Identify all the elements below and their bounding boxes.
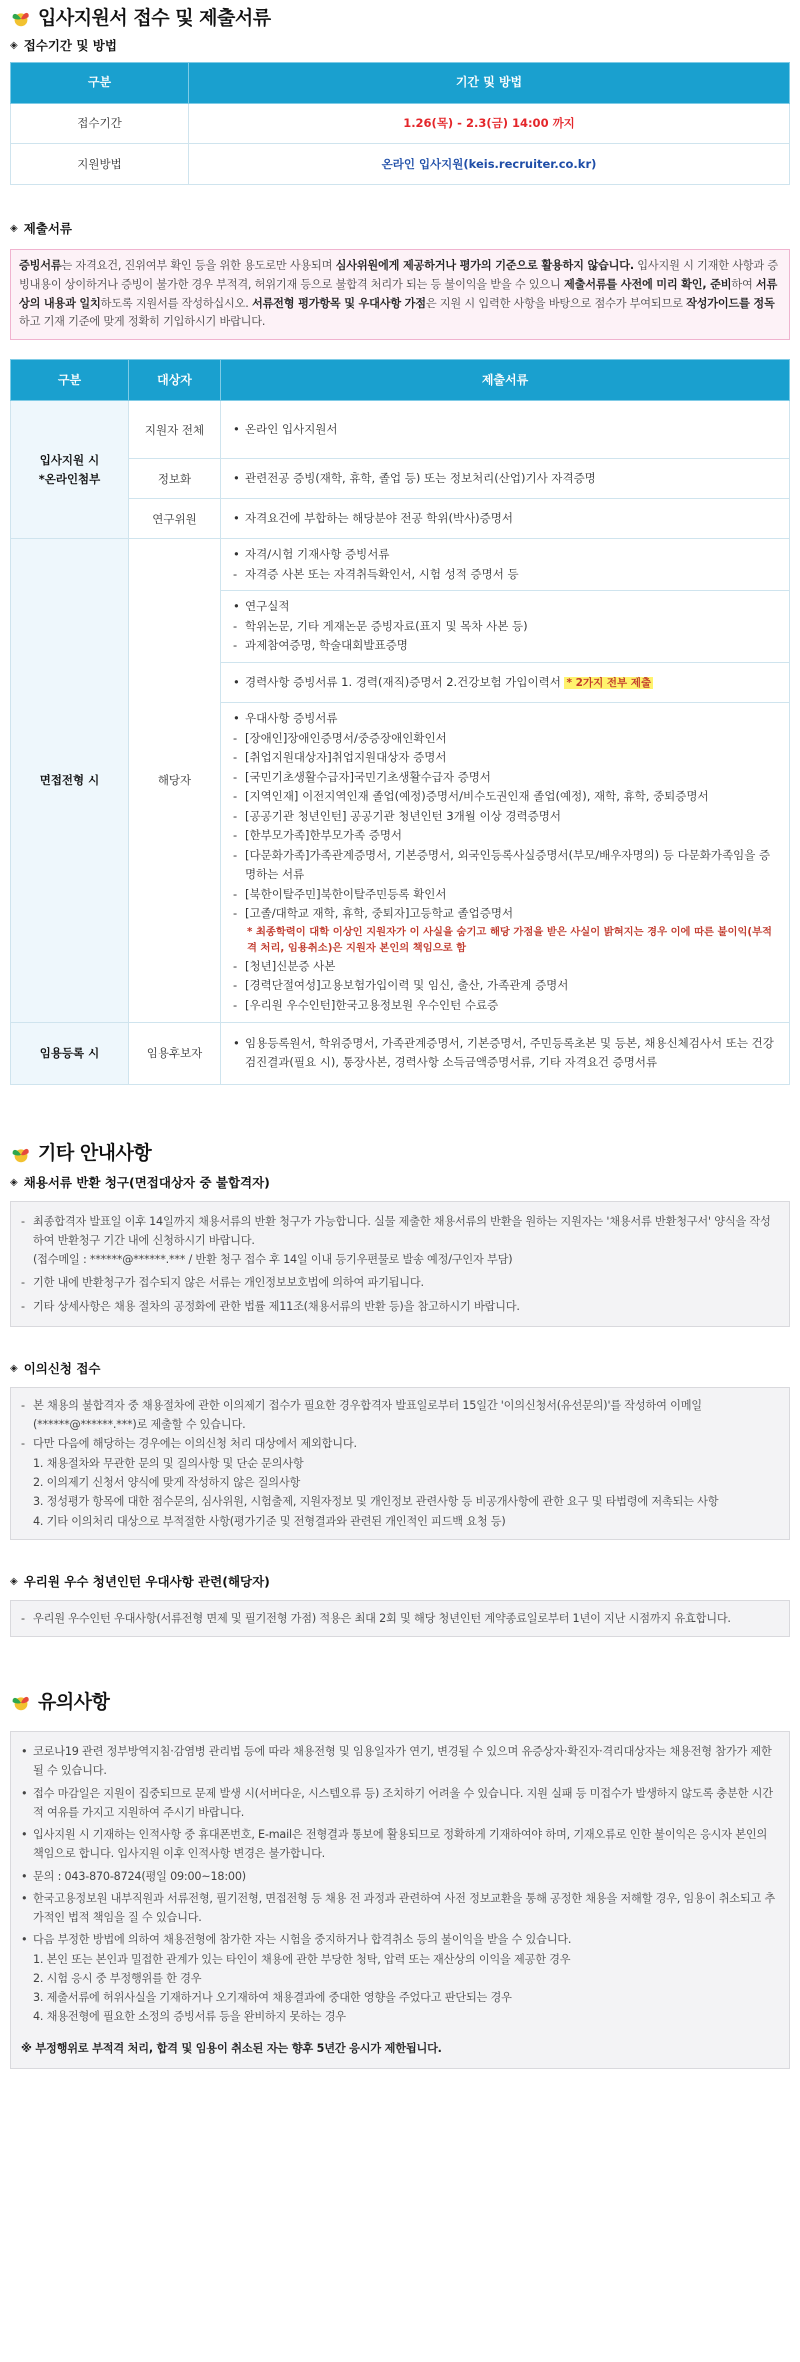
diamond-icon: ◈ xyxy=(10,1362,18,1374)
objection-box xyxy=(10,1387,790,1540)
numbered-item: 4. 채용전형에 필요한 소정의 증빙서류 등을 완비하지 못하는 경우 xyxy=(33,2010,346,2024)
list-item: - 기타 상세사항은 채용 절차의 공정화에 관한 법률 제11조(채용서류의 반환 등)을 참고하시기 바랍니다. xyxy=(21,1297,779,1316)
apply-method-link[interactable]: 온라인 입사지원(keis.recruiter.co.kr) xyxy=(189,144,790,185)
notice-segment: 서류전형 평가항목 및 우대사항 가점 xyxy=(251,296,426,310)
doc-subitem: - 학위논문, 기타 게재논문 증빙자료(표지 및 목차 사본 등) xyxy=(233,617,779,637)
category-cell-appointment: 임용등록 시 xyxy=(11,1022,129,1084)
diamond-icon: ◈ xyxy=(10,223,18,234)
list-item: • 문의 : 043-870-8724(평일 09:00~18:00) xyxy=(21,1867,779,1886)
doc-item-text: 경력사항 증빙서류 1. 경력(재직)증명서 2.건강보험 가입이력서 xyxy=(245,674,561,689)
category-sublabel: *온라인첨부 xyxy=(38,471,101,486)
table-header: 기간 및 방법 xyxy=(189,63,790,104)
doc-cell xyxy=(221,459,790,499)
doc-subitem: - [국민기초생활수급자]국민기초생활수급자 증명서 xyxy=(233,768,779,788)
target-cell: 해당자 xyxy=(129,539,221,1022)
doc-cell xyxy=(221,702,790,1022)
section-title-application xyxy=(10,3,790,33)
section-title-text: 기타 안내사항 xyxy=(38,1142,152,1165)
notice-segment: 은 지원 시 입력한 사항을 바탕으로 점수가 부여되므로 xyxy=(425,296,687,310)
table-header: 구분 xyxy=(11,360,129,401)
table-header: 제출서류 xyxy=(221,360,790,401)
doc-subitem: - [우리원 우수인턴]한국고용정보원 우수인턴 수료증 xyxy=(233,996,779,1016)
list-item: (접수메일 : ******@******.*** / 반환 청구 접수 후 14일 이내 등기우편물로 발송 예정/구인자 부담) xyxy=(33,1253,513,1267)
notice-segment: 하고 기재 기준에 맞게 정확히 기입하시기 바랍니다. xyxy=(19,315,266,329)
subsection-title-docs xyxy=(10,217,790,241)
diamond-icon: ◈ xyxy=(10,1176,18,1188)
target-cell: 지원자 전체 xyxy=(129,401,221,459)
doc-cell xyxy=(221,591,790,663)
doc-item: • 온라인 입사지원서 xyxy=(233,420,779,440)
list-item: • 입사지원 시 기재하는 인적사항 중 휴대폰번호, E-mail은 전형결과 통보에 활용되므로 정확하게 기재하여야 하며, 기재오류로 인한 불이익은 응시자 본인의 책임으로 합니다. 입사지원 이후 인적사항 변경은 불가합니다. xyxy=(21,1825,779,1864)
doc-subitem: - 자격증 사본 또는 자격취득확인서, 시험 성적 증명서 등 xyxy=(233,565,779,585)
leaf-icon xyxy=(10,1143,32,1165)
list-item: - 본 채용의 불합격자 중 채용절차에 관한 이의제기 접수가 필요한 경우합격자 발표일로부터 15일간 '이의신청서(유선문의)'를 작성하여 이메일(******@******.***)로 제출할 수 있습니다. xyxy=(21,1396,779,1435)
doc-subitem: - [지역인재] 이전지역인재 졸업(예정)증명서/비수도권인재 졸업(예정), 재학, 휴학, 중퇴증명서 xyxy=(233,787,779,807)
diamond-icon: ◈ xyxy=(10,1575,18,1587)
subsection-title-return xyxy=(10,1171,790,1195)
list-item: • 다음 부정한 방법에 의하여 채용전형에 참가한 자는 시험을 중지하거나 합격취소 등의 불이익을 받을 수 있습니다. xyxy=(21,1930,779,1949)
list-item: • 코로나19 관련 정부방역지침·감염병 관리법 등에 따라 채용전형 및 임용일자가 연기, 변경될 수 있으며 유증상자·확진자·격리대상자는 채용전형 참가가 제한될 수 있습니다. xyxy=(21,1742,779,1781)
leaf-icon xyxy=(10,1691,32,1713)
subsection-title-text: 우리원 우수 청년인턴 우대사항 관련(해당자) xyxy=(23,1573,270,1589)
doc-cell xyxy=(221,1022,790,1084)
subsection-title-text: 이의신청 접수 xyxy=(23,1360,101,1376)
doc-item: • 임용등록원서, 학위증명서, 가족관계증명서, 기본증명서, 주민등록초본 및 등본, 채용신체검사서 또는 건강검진결과(필요 시), 통장사본, 경력사항 소득금액증명서류, 기타 자격요건 증명서류 xyxy=(233,1034,779,1073)
section-title-text: 입사지원서 접수 및 제출서류 xyxy=(38,6,271,29)
doc-subitem: - 과제참여증명, 학술대회발표증명 xyxy=(233,636,779,656)
numbered-item: 3. 정성평가 항목에 대한 점수문의, 심사위원, 시험출제, 지원자정보 및 개인정보 관련사항 등 비공개사항에 관한 요구 및 타법령에 저촉되는 사항 xyxy=(33,1495,719,1509)
table-header: 구분 xyxy=(11,63,189,104)
numbered-item: 2. 이의제기 신청서 양식에 맞게 작성하지 않은 질의사항 xyxy=(33,1475,301,1489)
doc-subitem: - [청년]신분증 사본 xyxy=(233,957,779,977)
notice-segment: 입사지원 시 기재한 사항과 증빙내용이 상이하거나 증빙이 불가한 경우 부적격, 허위기재 등으로 불합격 처리가 되는 등 불이익을 받을 수 있으니 xyxy=(19,259,778,291)
doc-subitem: - [다문화가족]가족관계증명서, 기본증명서, 외국인등록사실증명서(부모/배우자명의) 등 다문화가족임을 증명하는 서류 xyxy=(233,846,779,885)
doc-item: • 자격/시험 기재사항 증빙서류 xyxy=(233,545,779,565)
target-cell: 임용후보자 xyxy=(129,1022,221,1084)
doc-item: • 우대사항 증빙서류 xyxy=(233,709,779,729)
intern-box xyxy=(10,1600,790,1637)
notice-segment: 증빙서류 xyxy=(19,259,62,272)
section-title-other xyxy=(10,1139,790,1169)
warning-note: * 최종학력이 대학 이상인 지원자가 이 사실을 숨기고 해당 가점을 받은 사실이 밝혀지는 경우 이에 따른 불이익(부적격 처리, 임용취소)은 지원자 본인의 책임으로 함 xyxy=(247,926,772,955)
subsection-title-text: 접수기간 및 방법 xyxy=(23,38,117,53)
subsection-title-objection xyxy=(10,1357,790,1381)
numbered-item: 4. 기타 이의처리 대상으로 부적절한 사항(평가기준 및 전형결과와 관련된 개인적인 피드백 요청 등) xyxy=(33,1514,506,1528)
list-item: - 우리원 우수인턴 우대사항(서류전형 면제 및 필기전형 가점) 적용은 최대 2회 및 해당 청년인턴 계약종료일로부터 1년이 지난 시점까지 유효합니다. xyxy=(21,1609,779,1628)
list-item: - 다만 다음에 해당하는 경우에는 이의신청 처리 대상에서 제외합니다. xyxy=(21,1434,779,1453)
subsection-title-period xyxy=(10,34,790,58)
list-item: - 기한 내에 반환청구가 접수되지 않은 서류는 개인정보보호법에 의하여 파기됩니다. xyxy=(21,1273,779,1292)
doc-item: • 연구실적 xyxy=(233,597,779,617)
section-title-text: 유의사항 xyxy=(38,1690,110,1713)
category-label: 입사지원 시 xyxy=(39,453,100,468)
notice-segment: 서류상의 내용과 일치 xyxy=(19,277,778,310)
doc-item xyxy=(233,673,779,693)
return-box xyxy=(10,1201,790,1327)
doc-subitem: - [고졸/대학교 재학, 휴학, 중퇴자]고등학교 졸업증명서 xyxy=(233,904,779,924)
docs-table xyxy=(10,359,790,1084)
doc-subitem: - [북한이탈주민]북한이탈주민등록 확인서 xyxy=(233,885,779,905)
doc-item: • 관련전공 증빙(재학, 휴학, 졸업 등) 또는 정보처리(산업)기사 자격증명 xyxy=(233,469,779,489)
doc-item: • 자격요건에 부합하는 해당분야 전공 학위(박사)증명서 xyxy=(233,509,779,529)
numbered-item: 1. 본인 또는 본인과 밀접한 관계가 있는 타인이 채용에 관한 부당한 청탁, 압력 또는 재산상의 이익을 제공한 경우 xyxy=(33,1952,571,1966)
leaf-icon xyxy=(10,7,32,29)
doc-cell xyxy=(221,662,790,702)
table-header: 대상자 xyxy=(129,360,221,401)
diamond-icon: ◈ xyxy=(10,40,18,51)
target-cell: 연구위원 xyxy=(129,499,221,539)
numbered-item: 2. 시험 응시 중 부정행위를 한 경우 xyxy=(33,1971,202,1985)
doc-cell xyxy=(221,401,790,459)
page xyxy=(0,3,800,2081)
doc-subitem: - [장애인]장애인증명서/중증장애인확인서 xyxy=(233,729,779,749)
notice-segment: 하도록 지원서를 작성하십시오. xyxy=(100,296,252,310)
notice-segment: 하여 xyxy=(731,277,756,291)
category-cell-application xyxy=(11,401,129,539)
numbered-item: 3. 제출서류에 허위사실을 기재하거나 오기재하여 채용결과에 중대한 영향을 주었다고 판단되는 경우 xyxy=(33,1991,512,2005)
doc-cell xyxy=(221,499,790,539)
highlight-badge: * 2가지 전부 제출 xyxy=(566,676,652,689)
final-warning: ※ 부정행위로 부적격 처리, 합격 및 임용이 취소된 자는 향후 5년간 응시가 제한됩니다. xyxy=(21,2041,442,2055)
list-item: • 접수 마감일은 지원이 집중되므로 문제 발생 시(서버다운, 시스템오류 등) 조치하기 어려울 수 있습니다. 지원 실패 등 미접수가 발생하지 않도록 충분한 시간적 여유를 가지고 지원하여 주시기 바랍니다. xyxy=(21,1784,779,1823)
list-item: • 한국고용정보원 내부직원과 서류전형, 필기전형, 면접전형 등 채용 전 과정과 관련하여 사전 정보교환을 통해 공정한 채용을 저해할 경우, 임용이 취소되고 추가적인 법적 책임을 질 수 있습니다. xyxy=(21,1889,779,1928)
target-cell: 정보화 xyxy=(129,459,221,499)
doc-subitem: - [공공기관 청년인턴] 공공기관 청년인턴 3개월 이상 경력증명서 xyxy=(233,807,779,827)
subsection-title-text: 채용서류 반환 청구(면접대상자 중 불합격자) xyxy=(23,1174,270,1190)
table-cell-label: 지원방법 xyxy=(11,144,189,185)
category-cell-interview: 면접전형 시 xyxy=(11,539,129,1022)
doc-subitem: - [취업지원대상자]취업지원대상자 증명서 xyxy=(233,748,779,768)
doc-subitem: - [한부모가족]한부모가족 증명서 xyxy=(233,826,779,846)
docs-notice-box xyxy=(10,249,790,340)
period-value: 1.26(목) - 2.3(금) 14:00 까지 xyxy=(189,104,790,144)
notice-segment: 제출서류를 사전에 미리 확인, 준비 xyxy=(564,277,732,291)
doc-cell xyxy=(221,539,790,591)
table-cell-label: 접수기간 xyxy=(11,104,189,144)
subsection-title-text: 제출서류 xyxy=(23,221,73,236)
list-item: - 최종합격자 발표일 이후 14일까지 채용서류의 반환 청구가 가능합니다. 실물 제출한 채용서류의 반환을 원하는 지원자는 '채용서류 반환청구서' 양식을 작성하여 반환청구 기간 내에 신청하시기 바랍니다. xyxy=(21,1212,779,1251)
subsection-title-intern xyxy=(10,1570,790,1594)
period-table xyxy=(10,62,790,185)
caution-box xyxy=(10,1731,790,2069)
notice-segment: 심사위원에게 제공하거나 평가의 기준으로 활용하지 않습니다. xyxy=(335,259,634,272)
numbered-item: 1. 채용절차와 무관한 문의 및 질의사항 및 단순 문의사항 xyxy=(33,1456,304,1470)
notice-segment: 작성가이드를 정독 xyxy=(686,296,775,310)
notice-segment: 는 자격요건, 진위여부 확인 등을 위한 용도로만 사용되며 xyxy=(61,259,336,272)
section-title-caution xyxy=(10,1687,790,1717)
doc-subitem: - [경력단절여성]고용보험가입이력 및 임신, 출산, 가족관계 증명서 xyxy=(233,976,779,996)
